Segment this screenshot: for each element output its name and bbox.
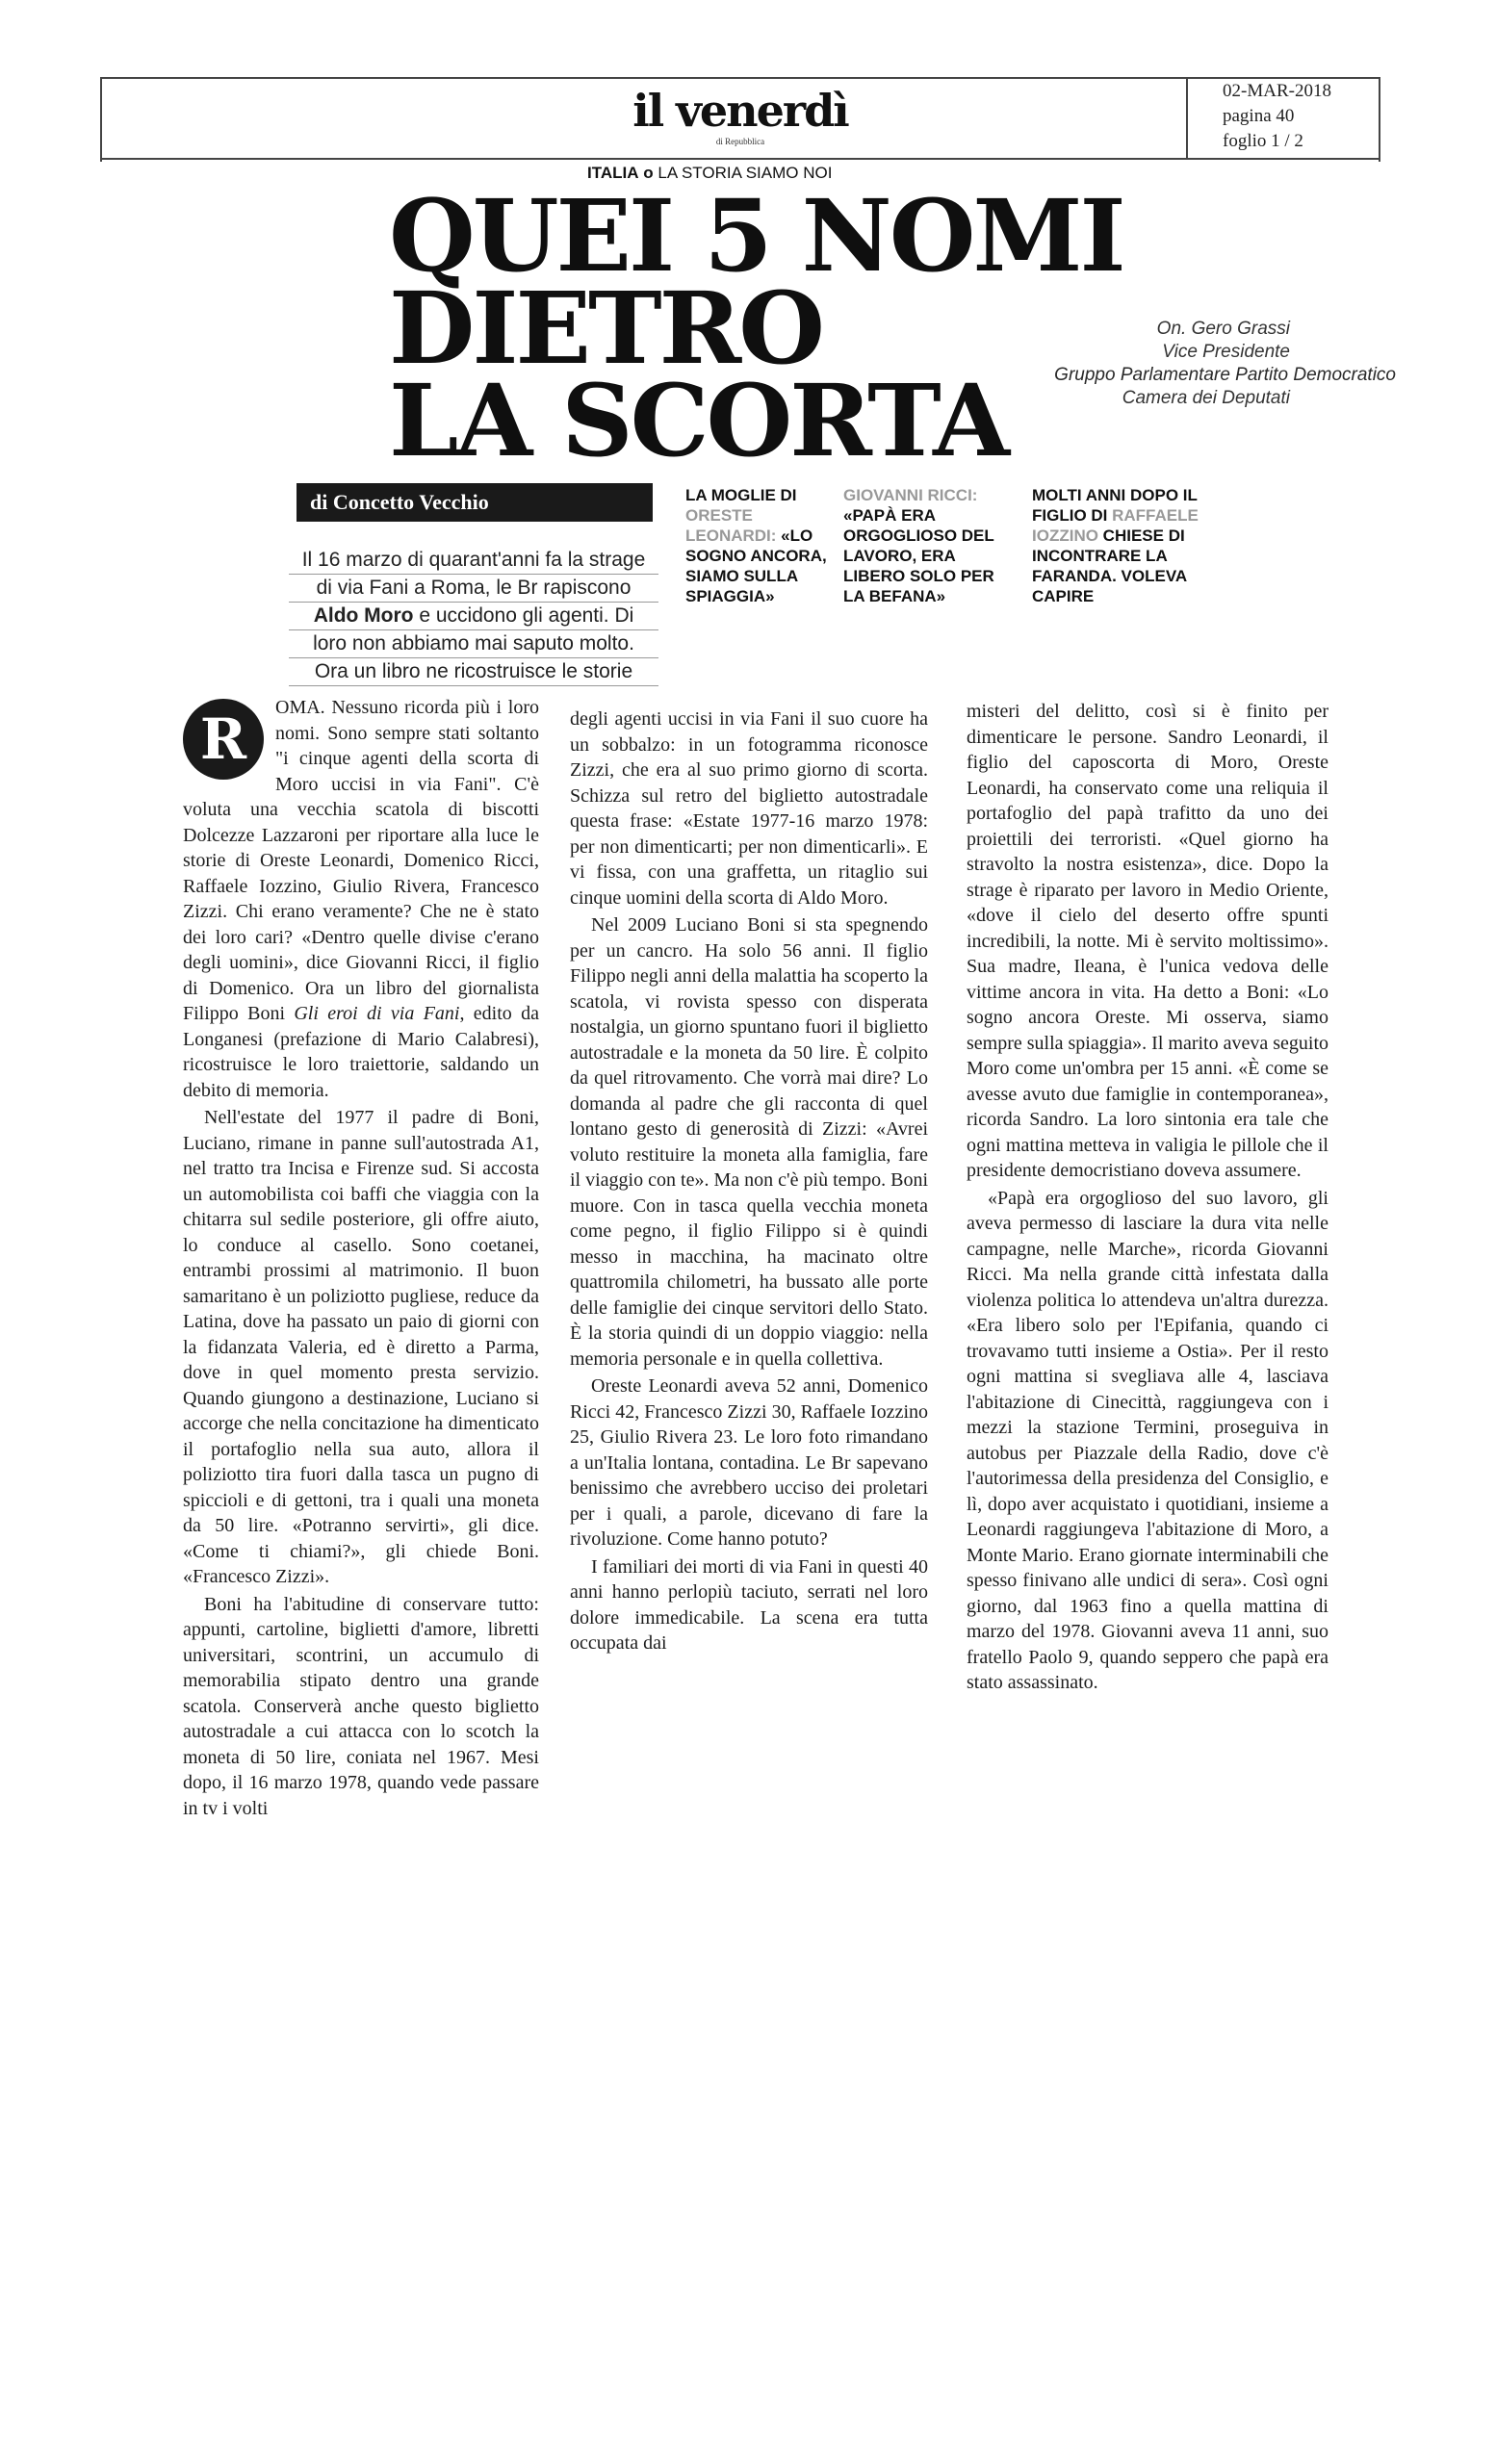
- lead-line: di via Fani a Roma, le Br rapiscono: [289, 575, 658, 603]
- article-text: , edito da Longanesi (prefazione di Mario Calabresi), ricostruisce le loro traiettorie, saldando un debito di memoria.: [183, 1003, 539, 1101]
- article-paragraph: I familiari dei morti di via Fani in questi 40 anni hanno perlopiù taciuto, serrati nel loro dolore immedicabile. La scena era tutta occupata dai: [570, 1555, 928, 1654]
- lead-line: [289, 603, 658, 630]
- lead-highlight: Aldo Moro: [313, 604, 414, 627]
- book-title: Gli eroi di via Fani: [285, 1003, 460, 1024]
- stamp-chamber: Camera dei Deputati: [1122, 388, 1290, 408]
- byline: di Concetto Vecchio: [297, 483, 653, 522]
- article-column-2: [570, 706, 928, 1658]
- pull-quote-text: CHIESE DI INCONTRARE LA FARANDA. VOLEVA CAPIRE: [1032, 526, 1187, 605]
- section-country: ITALIA: [587, 164, 639, 182]
- pull-quote-name: GIOVANNI RICCI:: [843, 486, 978, 504]
- article-column-1: [183, 695, 539, 1823]
- article-paragraph: degli agenti uccisi in via Fani il suo cuore ha un sobbalzo: in un fotogramma riconosce Zizzi, che era al suo primo giorno di scorta. Schizza sul retro del biglietto autostradale questa frase: «Estate 1977-16 marzo 1978: per non dimenticarti; per non dimenticarli». E vi fissa, con una graffetta, un ritaglio sui cinque uomini della scorta di Aldo Moro.: [570, 708, 928, 909]
- clipping-date: 02-MAR-2018: [1223, 81, 1331, 101]
- sheet-number: foglio 1 / 2: [1223, 131, 1303, 151]
- pull-quote: [1032, 485, 1205, 606]
- headline-line-1: QUEI 5 NOMI: [389, 178, 1123, 295]
- article-paragraph: Boni ha l'abitudine di conservare tutto: appunti, cartoline, biglietti d'amore, libretti universitari, scontrini, un accumulo di memorabilia stipato dentro una grande scatola. Conserverà anche questo biglietto autostradale a cui attacca con lo scotch la moneta di 50 lire, coniata nel 1967. Mesi dopo, il 16 marzo 1978, quando vede passare in tv i volti: [183, 1593, 539, 1819]
- office-stamp: [992, 318, 1396, 410]
- page-number: pagina 40: [1223, 106, 1295, 126]
- pull-quote-text: «LO SOGNO ANCORA, SIAMO SULLA SPIAGGIA»: [685, 526, 827, 605]
- stamp-role: Vice Presidente: [1162, 342, 1290, 362]
- lead-line: Il 16 marzo di quarant'anni fa la strage: [289, 547, 658, 575]
- lead-paragraph: [289, 547, 658, 686]
- pull-quote: [685, 485, 830, 606]
- header-frame: [100, 77, 1380, 162]
- article-paragraph: Nell'estate del 1977 il padre di Boni, Luciano, rimane in panne sull'autostrada A1, nel tratto tra Incisa e Firenze sud. Si accosta un automobilista coi baffi che viaggia con la chitarra sul sedile posteriore, gli offre aiuto, lo conduce al casello. Sono coetanei, entrambi prossimi al matrimonio. Il buon samaritano è un poliziotto pugliese, reduce da Latina, dove ha passato un paio di giorni con la fidanzata Valeria, ed è diretto a Parma, dove in quel momento presta servizio. Quando giungono a destinazione, Luciano si accorge che nella concitazione ha dimenticato il portafoglio nella sua auto, allora il poliziotto tira fuori dalla tasca un pugno di spiccioli e di gettoni, tra i quali una moneta da 50 lire. «Potranno servirti», gli dice. «Come ti chiami?», gli chiede Boni. «Francesco Zizzi».: [183, 1107, 539, 1587]
- pull-quote-text: «PAPÀ ERA ORGOGLIOSO DEL LAVORO, ERA LIBERO SOLO PER LA BEFANA»: [843, 506, 994, 605]
- drop-cap: R: [183, 699, 264, 780]
- section-separator: o: [643, 164, 654, 182]
- pull-quote-intro: MOLTI ANNI DOPO IL FIGLIO DI: [1032, 486, 1198, 525]
- lead-line: Ora un libro ne ricostruisce le storie: [289, 658, 658, 686]
- pull-quote-name: RAFFAELE IOZZINO: [1032, 506, 1199, 545]
- headline-line-3: LA SCORTA: [389, 363, 1007, 479]
- section-rubric: LA STORIA SIAMO NOI: [658, 164, 833, 182]
- headline-line-2: DIETRO: [389, 270, 822, 387]
- date-box: [1186, 77, 1379, 160]
- header-divider: [100, 158, 1379, 160]
- article-paragraph: Nel 2009 Luciano Boni si sta spegnendo per un cancro. Ha solo 56 anni. Il figlio Filippo negli anni della malattia ha scoperto la scatola, vi rovista spesso con disperata nostalgia, un giorno spuntano fuori il biglietto autostradale e la moneta da 50 lire. È colpito da quel ritrovamento. Che vorrà mai dire? Lo domanda al padre che gli racconta di quel lontano gesto di generosità di Zizzi: «Avrei voluto restituire la moneta alla famiglia, fare il viaggio con te». Ma non c'è più tempo. Boni muore. Con in tasca quella vecchia moneta come pegno, il figlio Filippo si è quindi messo in macchina, ha macinato oltre quattromila chilometri, ha bussato alle porte delle famiglie dei cinque servitori dello Stato. È la storia quindi di un doppio viaggio: nella memoria personale e in quella collettiva.: [570, 914, 928, 1370]
- pull-quote: [843, 485, 997, 606]
- masthead: il venerdì: [632, 85, 848, 137]
- article-text: OMA. Nessuno ricorda più i loro nomi. Sono sempre stati soltanto "i cinque agenti della scorta di Moro uccisi in via Fani". C'è voluta una vecchia scatola di biscotti Dolcezze Lazzaroni per riportare alla luce le storie di Oreste Leonardi, Domenico Ricci, Raffaele Iozzino, Giulio Rivera, Francesco Zizzi. Chi erano veramente? Che ne è stato dei loro cari? «Dentro quelle divise c'erano degli uomini», dice Giovanni Ricci, il figlio di Domenico. Ora un libro del giornalista Filippo Boni: [183, 697, 539, 1024]
- lead-line: loro non abbiamo mai saputo molto.: [289, 630, 658, 658]
- lead-line-rest: e uccidono gli agenti. Di: [413, 604, 634, 627]
- pull-quote-name: ORESTE LEONARDI:: [685, 506, 777, 545]
- stamp-group: Gruppo Parlamentare Partito Democratico: [1054, 365, 1396, 385]
- masthead-sub: di Repubblica: [715, 137, 765, 146]
- article-paragraph: misteri del delitto, così si è finito per dimenticare le persone. Sandro Leonardi, il figlio del caposcorta di Moro, Oreste Leonardi, ha conservato come una reliquia il portafoglio del papà trafitto da uno dei proiettili dei terroristi. «Quel giorno ha stravolto la nostra esistenza», dice. Dopo la strage è riparato per lavoro in Medio Oriente, «dove il cielo del deserto offre spunti incredibili, la notte. Mi è servito moltissimo». Sua madre, Ileana, è l'unica vedova delle vittime ancora in vita. Ha detto a Boni: «Lo sogno ancora Oreste. Mi osserva, siamo sempre sulla spiaggia». Il marito aveva seguito Moro come un'ombra per 15 anni. «È come se avesse avuto due famiglie in contemporanea», ricorda Sandro. La loro sintonia era tale che ogni mattina metteva in valigia le pillole che il presidente democristiano doveva assumere.: [967, 701, 1329, 1181]
- article-paragraph: Oreste Leonardi aveva 52 anni, Domenico Ricci 42, Francesco Zizzi 30, Raffaele Iozzino 25, Giulio Rivera 23. Le loro foto rimandano a un'Italia lontana, contadina. Le Br sapevano benissimo che avrebbero ucciso dei proletari per i quali, a parole, dicevano di fare la rivoluzione. Come hanno potuto?: [570, 1375, 928, 1550]
- article-paragraph: «Papà era orgoglioso del suo lavoro, gli aveva permesso di lasciare la dura vita nelle campagne, nelle Marche», ricorda Giovanni Ricci. Ma nella grande città infestata dalla violenza politica lo attendeva un'altra durezza. «Era libero solo per l'Epifania, quando ci trovavamo tutti insieme a Ostia». Per il resto ogni mattina si svegliava alle 4, lasciava l'abitazione di Cinecittà, raggiungeva con i mezzi la stazione Termini, proseguiva in autobus per Piazzale della Radio, dove c'è l'autorimessa della presidenza del Consiglio, e lì, dopo aver acquistato i quotidiani, insieme a Leonardi raggiungeva l'abitazione di Moro, a Monte Mario. Erano giornate interminabili che spesso finivano alle undici di sera». Così ogni giorno, dal 1963 fino a quella mattina di marzo del 1978. Giovanni aveva 11 anni, suo fratello Paolo 9, quando seppero che papà era stato assassinato.: [967, 1187, 1328, 1693]
- article-paragraph: [183, 695, 539, 1103]
- pull-quote-intro: LA MOGLIE DI: [685, 486, 797, 504]
- article-column-3: [967, 699, 1328, 1698]
- stamp-name: On. Gero Grassi: [1156, 319, 1290, 339]
